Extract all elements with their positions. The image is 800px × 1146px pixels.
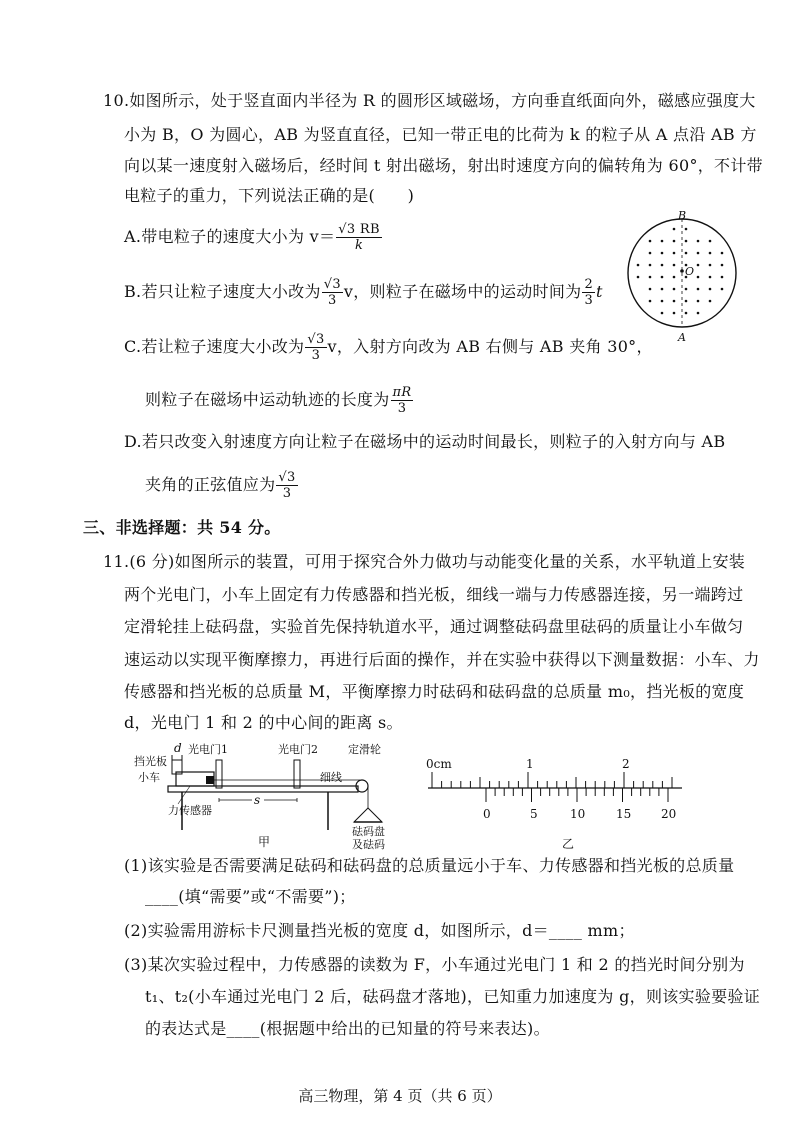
field-dot — [709, 276, 712, 279]
fraction-denominator: k — [354, 238, 364, 253]
fraction-denominator: 3 — [584, 293, 594, 308]
field-dot — [709, 252, 712, 255]
fraction-numerator: √3 — [323, 277, 341, 292]
vernier-scale-ticks — [486, 788, 668, 802]
field-dot — [673, 312, 676, 315]
q11-line-3: 定滑轮挂上砝码盘，实验首先保持轨道水平，通过调整砝码盘里砝码的质量让小车做匀 — [124, 617, 744, 636]
field-dot — [673, 240, 676, 243]
q11-line-2: 两个光电门，小车上固定有力传感器和挡光板，细线一端与力传感器连接，另一端跨过 — [124, 585, 744, 604]
label-sensor: 力传感器 — [168, 804, 212, 817]
field-dot — [685, 252, 688, 255]
fraction-numerator: √3 RB — [338, 222, 380, 237]
fraction-numerator: 2 — [584, 277, 594, 292]
option-b-text: B.若只让粒子速度大小改为 — [124, 282, 321, 301]
field-dot — [685, 228, 688, 231]
field-dot — [709, 264, 712, 267]
field-dot — [649, 240, 652, 243]
center-point — [680, 269, 684, 273]
label-plate: 挡光板 — [134, 755, 167, 768]
field-dot — [697, 264, 700, 267]
label-car: 小车 — [138, 771, 160, 784]
q11-line-1: 11.(6 分)如图所示的装置，可用于探究合外力做功与动能变化量的关系，水平轨道上安装 — [103, 552, 746, 571]
force-sensor — [206, 776, 214, 784]
fraction-denominator: 3 — [328, 293, 337, 308]
vernier-5: 5 — [530, 807, 538, 821]
field-dot — [697, 276, 700, 279]
field-dot — [661, 300, 664, 303]
field-dot — [637, 264, 640, 267]
page-footer: 高三物理，第 4 页（共 6 页） — [298, 1087, 502, 1105]
q11-sub1-line2: ____(填“需要”或“不需要”)； — [145, 887, 356, 906]
label-b: B — [678, 209, 687, 222]
label-cm: 0cm — [426, 757, 452, 771]
option-c-text: C.若让粒子速度大小改为 — [124, 337, 305, 356]
field-dot — [661, 240, 664, 243]
main-scale-ticks — [432, 772, 672, 788]
label-thread: 细线 — [320, 771, 342, 784]
field-dot — [661, 276, 664, 279]
fraction — [582, 277, 595, 308]
label-a: A — [678, 331, 686, 344]
q10-option-d-line2 — [145, 470, 299, 501]
option-b-post: t — [596, 282, 603, 301]
weight-pan — [354, 808, 382, 822]
main-scale-1: 1 — [526, 757, 534, 771]
photogate-1 — [216, 760, 222, 788]
fraction-numerator: πR — [392, 385, 412, 400]
field-dot — [673, 300, 676, 303]
vernier-0: 0 — [483, 807, 491, 821]
field-dot — [697, 300, 700, 303]
label-gate2: 光电门2 — [278, 743, 318, 756]
q11-line-6: d，光电门 1 和 2 的中心间的距离 s。 — [124, 713, 403, 732]
field-dot — [685, 300, 688, 303]
field-dot — [697, 240, 700, 243]
field-dot — [661, 252, 664, 255]
q10-line-4: 电粒子的重力，下列说法正确的是( ) — [124, 186, 415, 205]
label-pulley: 定滑轮 — [348, 743, 381, 756]
field-dot — [661, 288, 664, 291]
track — [168, 786, 358, 792]
option-d2-text: 夹角的正弦值应为 — [145, 475, 276, 494]
option-c-post: v，入射方向改为 AB 右侧与 AB 夹角 30°， — [327, 337, 653, 356]
field-dot — [697, 252, 700, 255]
q10-option-d: D.若只改变入射速度方向让粒子在磁场中的运动时间最长，则粒子的入射方向与 AB — [124, 432, 726, 451]
label-o: O — [685, 265, 695, 278]
photogate-2 — [294, 760, 300, 788]
label-d: d — [174, 741, 182, 755]
q10-line-3: 向以某一速度射入磁场后，经时间 t 射出磁场，射出时速度方向的偏转角为 60°，不计带 — [124, 156, 763, 175]
field-dot — [637, 276, 640, 279]
q10-line-1: 10.如图所示，处于竖直面内半径为 R 的圆形区域磁场，方向垂直纸面向外，磁感应强度大 — [103, 91, 756, 110]
vernier-15: 15 — [616, 807, 632, 821]
field-dot — [721, 288, 724, 291]
field-dots — [637, 228, 724, 315]
field-dot — [649, 276, 652, 279]
field-dot — [721, 264, 724, 267]
q11-sub2: (2)实验需用游标卡尺测量挡光板的宽度 d，如图所示，d＝____ mm； — [124, 921, 635, 940]
figure-caption-yi: 乙 — [562, 837, 575, 850]
field-dot — [685, 288, 688, 291]
sensor-pointer — [178, 786, 190, 804]
vernier-20: 20 — [661, 807, 677, 821]
field-dot — [649, 300, 652, 303]
magnetic-field-figure — [622, 205, 742, 345]
fraction — [305, 332, 326, 363]
field-dot — [685, 240, 688, 243]
fraction-denominator: 3 — [282, 486, 292, 501]
q11-line-4: 速运动以实现平衡摩擦力，再进行后面的操作，并在实验中获得以下测量数据：小车、力 — [124, 650, 760, 669]
fraction-denominator: 3 — [311, 348, 321, 363]
field-dot — [709, 288, 712, 291]
q11-line-5: 传感器和挡光板的总质量 M，平衡摩擦力时砝码和砝码盘的总质量 m₀，挡光板的宽度 — [124, 682, 745, 701]
label-weight-2: 及砝码 — [352, 838, 385, 850]
fraction-numerator: √3 — [278, 470, 296, 485]
q10-option-c — [124, 332, 653, 363]
field-dot — [673, 252, 676, 255]
section-heading: 三、非选择题：共 54 分。 — [83, 518, 281, 537]
fraction — [336, 222, 382, 253]
field-dot — [709, 300, 712, 303]
field-dot — [685, 312, 688, 315]
field-dot — [697, 312, 700, 315]
fraction-denominator: 3 — [397, 401, 407, 416]
field-dot — [697, 288, 700, 291]
field-dot — [649, 252, 652, 255]
q10-option-c-line2 — [145, 385, 414, 416]
field-dot — [661, 312, 664, 315]
option-b-mid: v，则粒子在磁场中的运动时间为 — [343, 282, 582, 301]
field-dot — [649, 288, 652, 291]
field-dot — [649, 264, 652, 267]
option-a-text: A.带电粒子的速度大小为 v＝ — [124, 227, 336, 246]
label-weight-1: 砝码盘 — [352, 825, 385, 838]
option-c2-text: 则粒子在磁场中运动轨迹的长度为 — [145, 390, 390, 409]
field-dot — [673, 228, 676, 231]
q10-option-a — [124, 222, 383, 253]
field-dot — [673, 288, 676, 291]
q11-sub3-line2: t₁、t₂(小车通过光电门 2 后，砝码盘才落地)，已知重力加速度为 g，则该实验要验证 — [145, 987, 761, 1006]
apparatus-figure — [128, 738, 408, 850]
fraction — [276, 470, 297, 501]
field-dot — [673, 264, 676, 267]
fraction-numerator: √3 — [307, 332, 325, 347]
q10-option-b — [124, 277, 603, 308]
vernier-figure — [420, 750, 690, 850]
fraction — [322, 277, 343, 308]
label-s: s — [254, 793, 261, 807]
q11-sub1-line1: (1)该实验是否需要满足砝码和砝码盘的总质量远小于车、力传感器和挡光板的总质量 — [124, 856, 735, 875]
field-dot — [721, 252, 724, 255]
vernier-10: 10 — [570, 807, 586, 821]
field-dot — [721, 276, 724, 279]
figure-caption-jia: 甲 — [258, 835, 271, 849]
q11-sub3-line3: 的表达式是____(根据题中给出的已知量的符号来表达)。 — [145, 1019, 550, 1038]
field-dot — [709, 240, 712, 243]
field-dot — [673, 276, 676, 279]
fraction — [391, 385, 414, 416]
field-dot — [661, 264, 664, 267]
q10-line-2: 小为 B，O 为圆心，AB 为竖直直径，已知一带正电的比荷为 k 的粒子从 A 点沿 AB 方 — [124, 125, 757, 144]
q11-sub3-line1: (3)某次实验过程中，力传感器的读数为 F，小车通过光电门 1 和 2 的挡光时间分别为 — [124, 955, 745, 974]
main-scale-2: 2 — [622, 757, 630, 771]
label-gate1: 光电门1 — [188, 743, 228, 756]
